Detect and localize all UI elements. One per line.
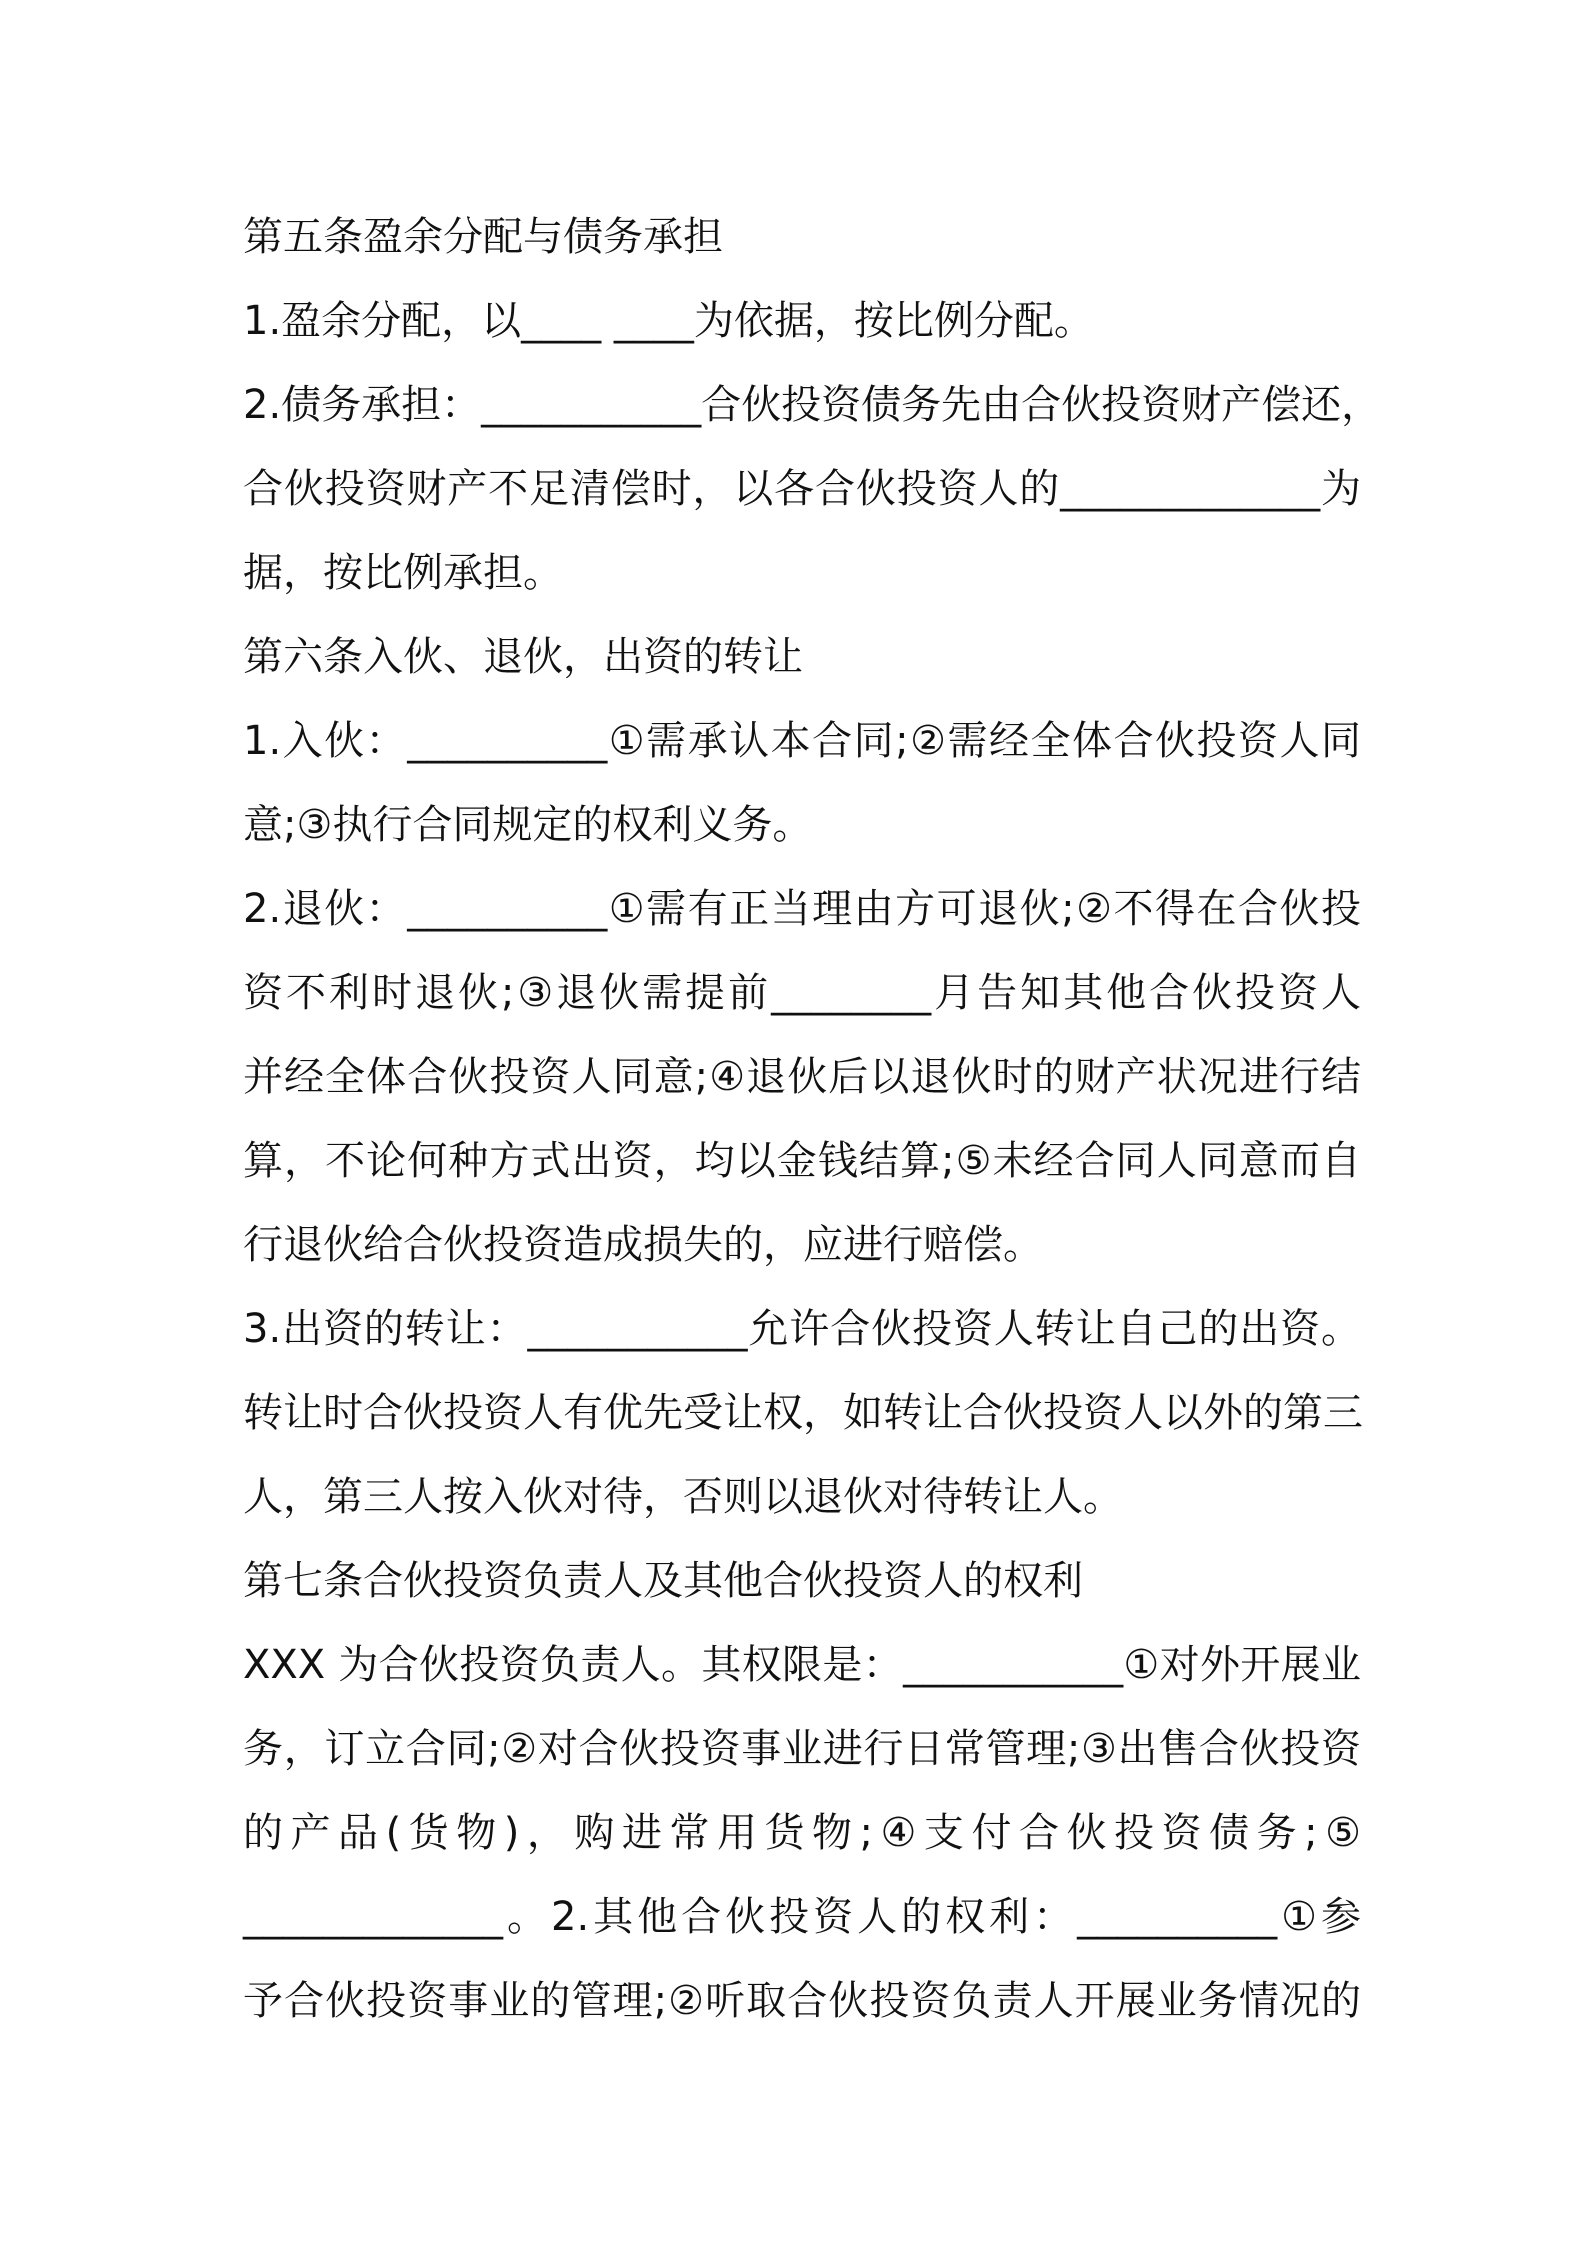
section-heading-6: 第六条入伙、退伙，出资的转让 bbox=[243, 634, 803, 680]
paragraph-line: XXX 为合伙投资负责人。其权限是：___________①对外开展业 bbox=[243, 1642, 1361, 1688]
paragraph-line: 据，按比例承担。 bbox=[243, 550, 563, 596]
paragraph-line: 转让时合伙投资人有优先受让权，如转让合伙投资人以外的第三 bbox=[243, 1390, 1363, 1436]
paragraph-line: 予合伙投资事业的管理;②听取合伙投资负责人开展业务情况的 bbox=[243, 1978, 1361, 2024]
paragraph-line: 人，第三人按入伙对待，否则以退伙对待转让人。 bbox=[243, 1474, 1123, 1520]
section-heading-5: 第五条盈余分配与债务承担 bbox=[243, 214, 723, 260]
paragraph-line: 算，不论何种方式出资，均以金钱结算;⑤未经合同人同意而自 bbox=[243, 1138, 1361, 1184]
paragraph-line: 合伙投资财产不足清偿时，以各合伙投资人的_____________为 bbox=[243, 466, 1361, 512]
paragraph-line: 意;③执行合同规定的权利义务。 bbox=[243, 802, 813, 848]
paragraph-line: 3.出资的转让：___________允许合伙投资人转让自己的出资。 bbox=[243, 1306, 1361, 1352]
paragraph-line: 资不利时退伙;③退伙需提前________月告知其他合伙投资人 bbox=[243, 970, 1361, 1016]
paragraph-line: 的产品(货物)，购进常用货物;④支付合伙投资债务;⑤ bbox=[243, 1810, 1361, 1856]
paragraph-line: 行退伙给合伙投资造成损失的，应进行赔偿。 bbox=[243, 1222, 1043, 1268]
paragraph-line: 1.盈余分配，以____ ____为依据，按比例分配。 bbox=[243, 298, 1094, 344]
paragraph-line: 2.退伙：__________①需有正当理由方可退伙;②不得在合伙投 bbox=[243, 886, 1361, 932]
paragraph-line: 2.债务承担：___________合伙投资债务先由合伙投资财产偿还， bbox=[243, 382, 1382, 428]
paragraph-line: 务，订立合同;②对合伙投资事业进行日常管理;③出售合伙投资 bbox=[243, 1726, 1361, 1772]
paragraph-line: 1.入伙：__________①需承认本合同;②需经全体合伙投资人同 bbox=[243, 718, 1361, 764]
section-heading-7: 第七条合伙投资负责人及其他合伙投资人的权利 bbox=[243, 1558, 1083, 1604]
paragraph-line: _____________。2.其他合伙投资人的权利：__________①参 bbox=[243, 1894, 1361, 1940]
document-page bbox=[243, 195, 1382, 2043]
paragraph-line: 并经全体合伙投资人同意;④退伙后以退伙时的财产状况进行结 bbox=[243, 1054, 1361, 1100]
